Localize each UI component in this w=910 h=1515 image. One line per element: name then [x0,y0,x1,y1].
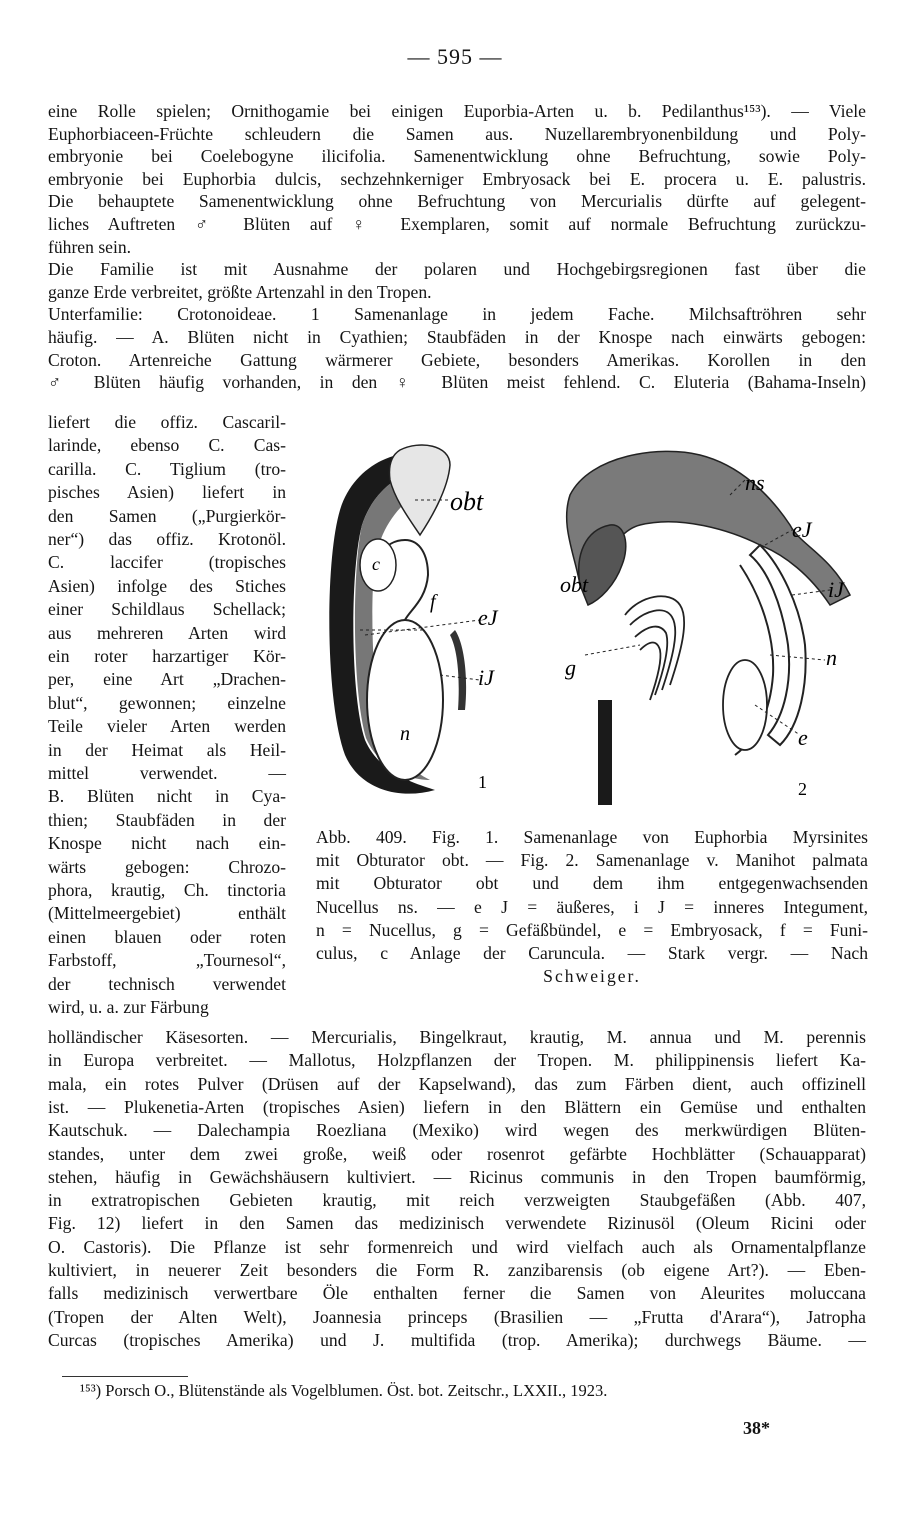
fig1-number: 1 [478,772,487,792]
caption_lines-line: mit Obturator obt und dem ihm entgegenwachsenden [316,873,868,894]
fig2-label-e: e [798,725,808,750]
lines_full_bottom-line: Kautschuk. — Dalechampia Roezliana (Mexiko) wird wegen des merkwürdigen Blüten- [48,1120,866,1141]
page-number: — 595 — [407,44,503,69]
lines_left_column-line: per, eine Art „Drachen- [48,669,286,690]
footnote: ¹⁵³) Porsch O., Blütenstände als Vogelblumen. Öst. bot. Zeitschr., LXXII., 1923. [80,1381,608,1400]
lines_full_top-line: Euphorbiaceen-Früchte schleudern die Samen aus. Nuzellarembryonenbildung und Poly- [48,123,866,144]
caption_lines-line: mit Obturator obt. — Fig. 2. Samenanlage v. Manihot palmata [316,850,868,871]
fig2-label-eJ: eJ [792,517,812,542]
lines_full_top-line: führen sein. [48,236,132,257]
lines_left_column-line: Knospe nicht nach ein- [48,833,286,854]
lines_full_top-line: Die Familie ist mit Ausnahme der polaren und Hochgebirgsregionen fast über die [48,259,866,280]
lines_full_top-line: embryonie bei Euphorbia dulcis, sechzehnkerniger Embryosack bei E. procera u. E. palustris. [48,168,866,189]
fig1-label-eJ: eJ [478,605,498,630]
lines_full_bottom-line: standes, unter dem zwei große, weiß oder rosenrot gefärbte Hochblätter (Schauapparat) [48,1143,866,1164]
caption_lines-line: Abb. 409. Fig. 1. Samenanlage von Euphorbia Myrsinites [316,827,868,847]
lines_full_bottom-line: mala, ein rotes Pulver (Drüsen auf der Kapselwand), das zum Färben dient, auch offizinell [48,1073,866,1094]
lines_left_column-line: aus mehreren Arten wird [48,622,286,643]
lines_left_column-line: Farbstoff, „Tournesol“, [48,950,286,971]
fig2-label-iJ: iJ [828,577,844,602]
lines_full_top-line: häufig. — A. Blüten nicht in Cyathien; Staubfäden in der Knospe nach einwärts gebogen: [48,327,866,347]
lines_left_column-line: B. Blüten nicht in Cya- [48,786,286,807]
fig1-label-obt: obt [450,487,484,516]
fig1-label-iJ: iJ [478,665,494,690]
lines_full_top-line: Unterfamilie: Crotonoideae. 1 Samenanlage in jedem Fache. Milchsaftröhren sehr [48,304,866,325]
lines_full_top-line: liches Auftreten ♂ Blüten auf ♀ Exemplaren, somit auf normale Befruchtung zurückzu- [48,214,866,234]
lines_left_column-line: mittel verwendet. — [48,763,286,783]
lines_full_bottom-line: ist. — Plukenetia-Arten (tropisches Asien) liefern in den Blättern ein Gemüse und enthalten [48,1096,866,1117]
fig1-label-n: n [400,723,410,745]
lines_left_column-line: wird, u. a. zur Färbung [48,997,209,1017]
lines_left_column-line: den Samen („Purgierkör- [48,505,286,526]
lines_left_column-line: wärts gebogen: Chrozo- [48,856,286,877]
figure-2-ovule-drawing [530,445,880,805]
lines_full_bottom-line: O. Castoris). Die Pflanze ist sehr formenreich und wird vielfach auch als Ornamentalpflanze [48,1236,866,1257]
lines_left_column-line: einer Schildlaus Schellack; [48,599,286,620]
fig2-label-ns: ns [745,470,765,495]
lines_left_column-line: ein roter harzartiger Kör- [48,646,286,666]
figure-1-ovule-drawing [300,440,500,825]
lines_full_top-line: eine Rolle spielen; Ornithogamie bei einigen Euporbia-Arten u. b. Pedilanthus¹⁵³). — Viele [48,101,866,121]
lines_left_column-line: carilla. C. Tiglium (tro- [48,458,286,479]
lines_full_bottom-line: Curcas (tropisches Amerika) und J. multifida (trop. Amerika); durchwegs Bäume. — [48,1329,866,1350]
fig2-label-obt: obt [560,572,589,597]
lines_full_top-line: embryonie bei Coelebogyne ilicifolia. Samenentwicklung ohne Befruchtung, sowie Poly- [48,146,866,167]
lines_full_bottom-line: in extratropischen Gebieten krautig, mit reich verzweigten Staubgefäßen (Abb. 407, [48,1190,866,1211]
lines_full_bottom-line: falls medizinisch verwertbare Öle enthalten ferner die Samen von Aleurites moluccana [48,1283,866,1304]
lines_full_bottom-line: in Europa verbreitet. — Mallotus, Holzpflanzen der Tropen. M. philippinensis liefert Ka- [48,1050,866,1071]
lines_full_top-line: Croton. Artenreiche Gattung wärmerer Gebiete, besonders Amerikas. Korollen in den [48,349,866,370]
lines_left_column-line: ner“) das offiz. Krotonöl. [48,529,286,549]
lines_left_column-line: einen blauen oder roten [48,926,286,947]
lines_left_column-line: (Mittelmeergebiet) enthält [48,903,286,924]
fig1-label-f: f [430,591,436,613]
fig1-label-c: c [372,554,380,574]
fig2-label-n: n [826,645,837,670]
fig2-number: 2 [798,779,807,799]
lines_left_column-line: C. laccifer (tropisches [48,552,286,573]
lines_left_column-line: in der Heimat als Heil- [48,739,286,760]
lines_full_top-line: ganze Erde verbreitet, größte Artenzahl in den Tropen. [48,281,432,302]
lines_full_bottom-line: kultiviert, in neuerer Zeit besonders die Form R. zanzibarensis (ob eigene Art?). — Eben- [48,1260,866,1280]
lines_left_column-line: phora, krautig, Ch. tinctoria [48,880,286,900]
lines_full_top-line: Die behauptete Samenentwicklung ohne Befruchtung von Mercurialis dürfte auf gelegent- [48,191,866,212]
lines_left_column-line: Asien) infolge des Stiches [48,575,286,596]
lines_full_bottom-line: stehen, häufig in Gewächshäusern kultiviert. — Ricinus communis in den Tropen baumförmig, [48,1166,866,1187]
fig2-label-g: g [565,655,576,680]
lines_full_top-line: ♂ Blüten häufig vorhanden, in den ♀ Blüten meist fehlend. C. Eluteria (Bahama-Inseln) [48,372,866,393]
footnote-rule [62,1376,188,1377]
lines_full_bottom-line: (Tropen der Alten Welt), Joannesia princeps (Brasilien — „Frutta d'Arara“), Jatropha [48,1306,866,1327]
lines_left_column-line: blut“, gewonnen; einzelne [48,692,286,713]
caption_lines-line: Nucellus ns. — e J = äußeres, i J = inneres Integument, [316,896,868,917]
lines_left_column-line: thien; Staubfäden in der [48,809,286,830]
lines_full_bottom-line: holländischer Käsesorten. — Mercurialis, Bingelkraut, krautig, M. annua und M. perennis [48,1027,866,1047]
lines_left_column-line: Teile vieler Arten werden [48,716,286,737]
caption_lines-line: Schweiger. [543,966,641,987]
lines_full_bottom-line: Fig. 12) liefert in den Samen das medizinisch verwendete Rizinusöl (Oleum Ricini oder [48,1213,866,1234]
caption_lines-line: n = Nucellus, g = Gefäßbündel, e = Embryosack, f = Funi- [316,919,868,940]
lines_left_column-line: pisches Asien) liefert in [48,482,286,503]
lines_left_column-line: der technisch verwendet [48,973,286,994]
lines_left_column-line: larinde, ebenso C. Cas- [48,435,286,456]
caption_lines-line: culus, c Anlage der Caruncula. — Stark vergr. — Nach [316,943,868,963]
lines_left_column-line: liefert die offiz. Cascaril- [48,412,286,432]
sheet-signature: 38* [743,1418,770,1438]
